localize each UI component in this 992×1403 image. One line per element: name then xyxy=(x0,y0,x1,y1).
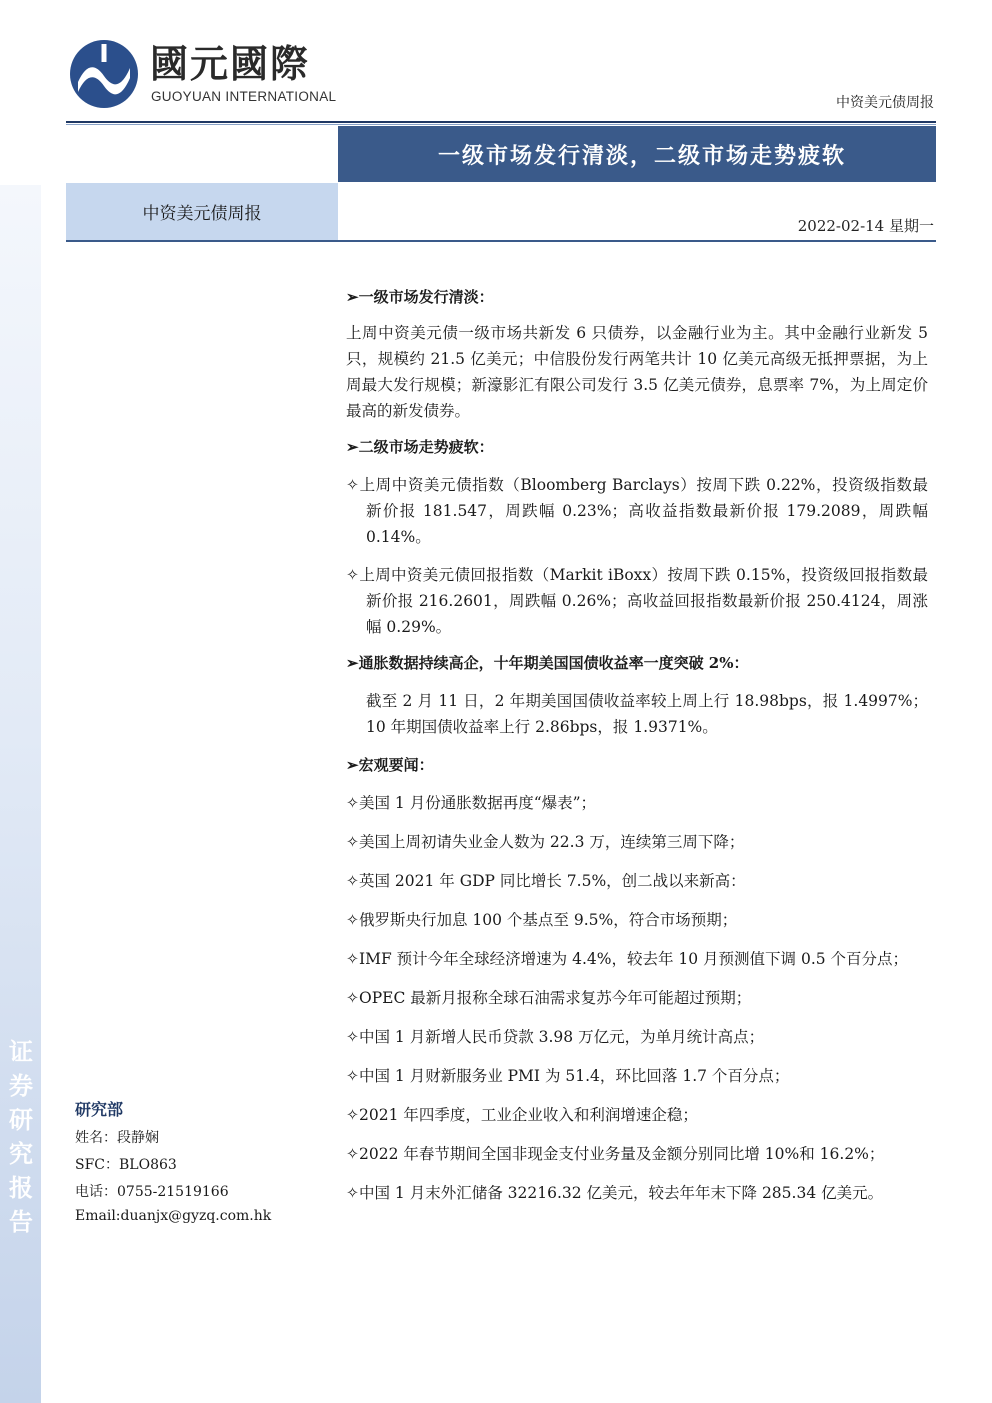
logo-chinese-name: 國元國際 xyxy=(150,42,311,86)
vertical-label: 证券研究报告 xyxy=(9,1037,33,1236)
section-treasury-head: ➢通胀数据持续高企，十年期美国国债收益率一度突破 2%： xyxy=(346,654,749,672)
top-rule-secondary xyxy=(66,124,936,125)
macro-news-item: ✧美国 1 月份通胀数据再度“爆表”； xyxy=(346,794,597,812)
analyst-phone: 电话：0755-21519166 xyxy=(75,1184,229,1200)
section-primary-market-body: 上周中资美元债一级市场共新发 6 只债券，以金融行业为主。其中金融行业新发 5 只，规模约 21.5 亿美元；中信股份发行两笔共计 10 亿美元高级无抵押票据，为上周最大发行规模；新濠影汇有限公司发行 3.5 亿美元债券，息票率 7%，为上周定价最高的新发债券。 xyxy=(346,324,928,420)
section-secondary-market-head: ➢二级市场走势疲软： xyxy=(346,438,494,456)
analyst-email[interactable]: Email:duanjx@gyzq.com.hk xyxy=(75,1208,272,1224)
analyst-sfc: SFC：BLO863 xyxy=(75,1157,177,1173)
analyst-name: 姓名：段静娴 xyxy=(75,1130,159,1146)
macro-news-item: ✧2021 年四季度，工业企业收入和利润增速企稳； xyxy=(346,1106,698,1124)
logo-english-name: GUOYUAN INTERNATIONAL xyxy=(151,89,337,104)
macro-news-item: ✧2022 年春节期间全国非现金支付业务量及金额分别同比增 10%和 16.2%； xyxy=(346,1145,885,1163)
section-primary-market-head: ➢一级市场发行清淡： xyxy=(346,288,494,306)
report-title: 一级市场发行清淡，二级市场走势疲软 xyxy=(338,126,936,182)
report-date: 2022-02-14 星期一 xyxy=(797,217,934,235)
macro-news-item: ✧中国 1 月末外汇储备 32216.32 亿美元，较去年年末下降 285.34 亿美元。 xyxy=(346,1184,884,1202)
secondary-market-item: ✧上周中资美元债回报指数（Markit iBoxx）按周下跌 0.15%，投资级回报指数最新价报 216.2601，周跌幅 0.26%；高收益回报指数最新价报 250.4124，周涨幅 0.29%。 xyxy=(346,566,928,636)
secondary-market-item: ✧上周中资美元债指数（Bloomberg Barclays）按周下跌 0.22%，投资级指数最新价报 181.547，周跌幅 0.23%；高收益指数最新价报 179.2089，周跌幅 0.14%。 xyxy=(346,476,928,546)
top-rule xyxy=(66,121,936,123)
macro-news-item: ✧IMF 预计今年全球经济增速为 4.4%，较去年 10 月预测值下调 0.5 个百分点； xyxy=(346,950,909,968)
dept-title: 研究部 xyxy=(75,1100,124,1119)
main-content xyxy=(346,284,928,1206)
macro-news-item: ✧中国 1 月新增人民币贷款 3.98 万亿元，为单月统计高点； xyxy=(346,1028,765,1046)
macro-news-item: ✧美国上周初请失业金人数为 22.3 万，连续第三周下降； xyxy=(346,833,745,851)
section-treasury-body: 截至 2 月 11 日，2 年期美国国债收益率较上周上行 18.98bps，报 1.4997%；10 年期国债收益率上行 2.86bps，报 1.9371%。 xyxy=(366,692,928,736)
macro-news-item: ✧中国 1 月财新服务业 PMI 为 51.4，环比回落 1.7 个百分点； xyxy=(346,1067,790,1085)
macro-news-item: ✧俄罗斯央行加息 100 个基点至 9.5%，符合市场预期； xyxy=(346,911,738,929)
report-category: 中资美元债周报 xyxy=(66,183,338,240)
macro-news-item: ✧OPEC 最新月报称全球石油需求复苏今年可能超过预期； xyxy=(346,989,752,1007)
header-bottom-rule xyxy=(66,240,936,242)
guoyuan-logo-icon xyxy=(68,38,140,110)
report-type-header: 中资美元债周报 xyxy=(836,95,934,111)
macro-news-item: ✧英国 2021 年 GDP 同比增长 7.5%，创二战以来新高： xyxy=(346,872,746,890)
section-macro-head: ➢宏观要闻： xyxy=(346,756,434,774)
